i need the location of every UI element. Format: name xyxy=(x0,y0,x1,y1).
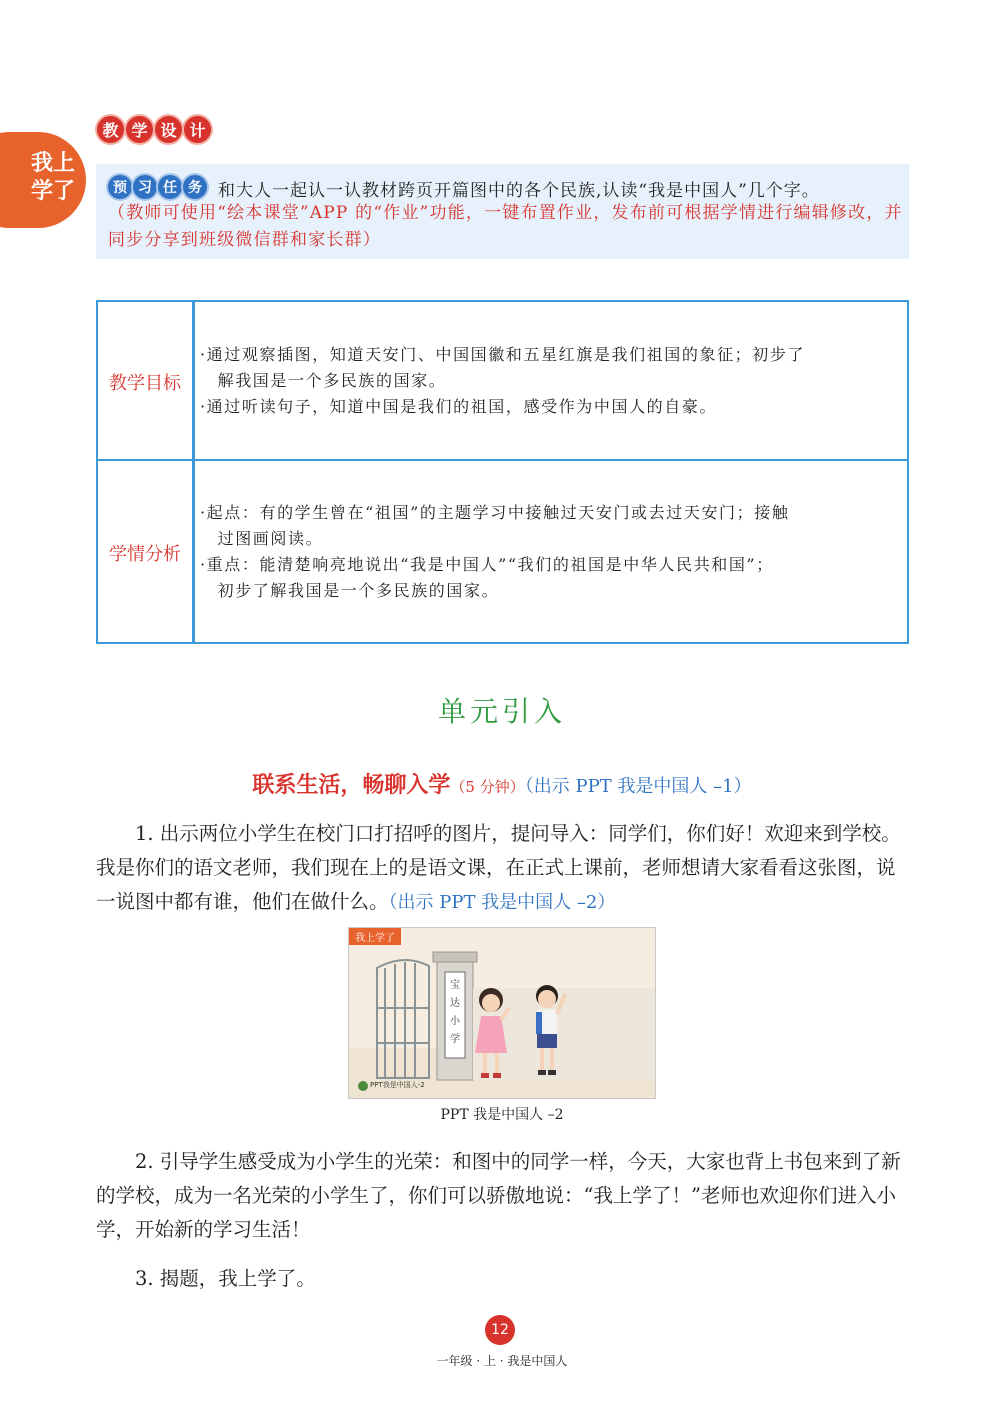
preview-task-text: 和大人一起认一认教材跨页开篇图中的各个民族,认读“我是中国人”几个字。 xyxy=(218,181,820,201)
section-header-char: 学 xyxy=(126,116,153,143)
paragraph-1: 1. 出示两位小学生在校门口打招呼的图片，提问导入：同学们，你们好！欢迎来到学校。我是你们的语文老师，我们现在上的是语文课，在正式上课前，老师想请大家看看这张图，说一说图中都有谁，他们在做什么。（出示 PPT 我是中国人 –2） xyxy=(96,822,901,913)
figure-logo-text: PPT我是中国人-2 xyxy=(370,1081,425,1089)
svg-text:达: 达 xyxy=(450,998,460,1009)
activity-ppt-ref: （出示 PPT 我是中国人 –1） xyxy=(524,776,752,797)
table-cell-analysis xyxy=(200,500,789,604)
section-header-char: 教 xyxy=(97,116,124,143)
preview-task-badge xyxy=(108,175,207,199)
table-line: ·通过观察插图，知道天安门、中国国徽和五星红旗是我们祖国的象征；初步了 xyxy=(200,345,806,364)
section-header-teaching-design xyxy=(97,116,211,143)
svg-text:学: 学 xyxy=(450,1034,460,1045)
svg-text:宝: 宝 xyxy=(450,980,460,991)
figure-caption: PPT 我是中国人 –2 xyxy=(440,1107,564,1123)
table-divider xyxy=(192,300,195,644)
page-number: 12 xyxy=(485,1315,515,1345)
table-line: 初步了解我国是一个多民族的国家。 xyxy=(200,581,500,600)
table-line: 解我国是一个多民族的国家。 xyxy=(200,371,447,390)
table-label-analysis: 学情分析 xyxy=(109,544,181,565)
preview-badge-char: 务 xyxy=(183,175,207,199)
paragraph-1-ppt-ref: （出示 PPT 我是中国人 –2） xyxy=(388,892,616,913)
chapter-side-tab-label: 我上 学了 xyxy=(30,151,75,204)
preview-task-note: （教师可使用“绘本课堂”APP 的“作业”功能，一键布置作业，发布前可根据学情进行编辑修改，并同步分享到班级微信群和家长群） xyxy=(108,203,903,250)
section-header-char: 计 xyxy=(184,116,211,143)
table-cell-goals xyxy=(200,342,805,420)
table-line: ·重点：能清楚响亮地说出“我是中国人”“我们的祖国是中华人民共和国”； xyxy=(200,555,774,574)
paragraph-3: 3. 揭题，我上学了。 xyxy=(135,1267,316,1290)
preview-badge-char: 习 xyxy=(133,175,157,199)
table-line: ·通过听读句子，知道中国是我们的祖国，感受作为中国人的自豪。 xyxy=(200,397,718,416)
activity-duration: （5 分钟） xyxy=(450,778,525,796)
preview-badge-char: 任 xyxy=(158,175,182,199)
activity-name: 联系生活，畅聊入学 xyxy=(252,773,451,798)
ppt-illustration xyxy=(348,927,656,1099)
section-header-char: 设 xyxy=(155,116,182,143)
svg-text:小: 小 xyxy=(450,1016,460,1027)
page-footer: 一年级 · 上 · 我是中国人 xyxy=(436,1354,568,1368)
table-line: 过图画阅读。 xyxy=(200,529,324,548)
table-label-goals: 教学目标 xyxy=(109,373,181,394)
school-gate-illustration xyxy=(349,928,656,1099)
figure-tag: 我上学了 xyxy=(349,928,401,945)
preview-badge-char: 预 xyxy=(108,175,132,199)
unit-title: 单元引入 xyxy=(437,695,566,728)
paragraph-2: 2. 引导学生感受成为小学生的光荣：和图中的同学一样，今天，大家也背上书包来到了新的学校，成为一名光荣的小学生了，你们可以骄傲地说：“我上学了！”老师也欢迎你们进入小学，开始新的学习生活！ xyxy=(96,1150,901,1241)
table-divider xyxy=(96,459,909,461)
activity-title xyxy=(0,768,1004,799)
table-line: ·起点：有的学生曾在“祖国”的主题学习中接触过天安门或去过天安门；接触 xyxy=(200,503,790,522)
